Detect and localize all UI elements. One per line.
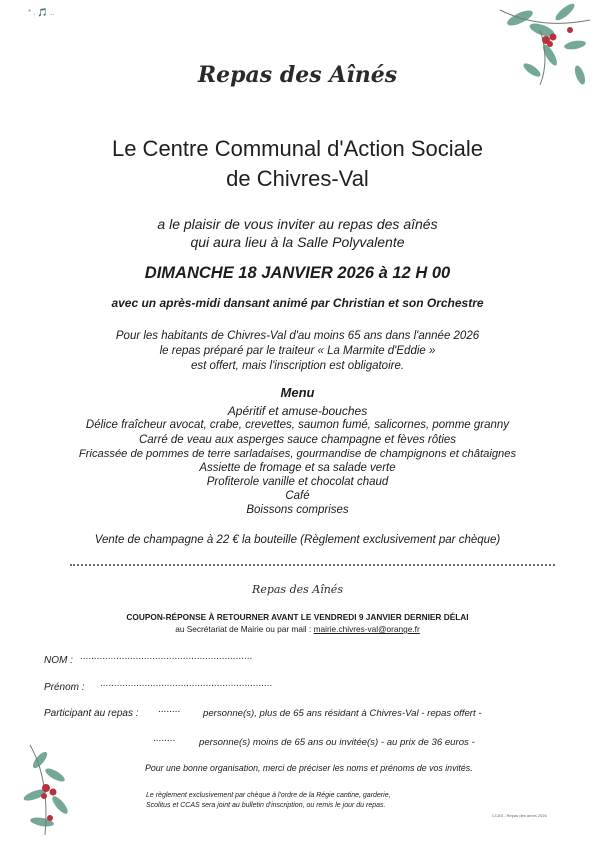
prenom-field[interactable]: .............................................................. (100, 678, 273, 689)
top-left-mark: * . 🎵 .. (28, 8, 55, 17)
reglement-line1: Le règlement exclusivement par chèque à l'ordre de la Régie cantine, garderie, (146, 792, 391, 799)
participant-text-2: personne(s) moins de 65 ans ou invitée(s) - au prix de 36 euros - (199, 737, 475, 748)
menu-item: Fricassée de pommes de terre sarladaises, gourmandise de champignons et châtaignes (78, 448, 517, 460)
coupon-deadline: COUPON-RÉPONSE À RETOURNER AVANT LE VENDREDI 9 JANVIER DERNIER DÉLAI (126, 612, 469, 622)
participant-text-1: personne(s), plus de 65 ans résidant à Chivres-Val - repas offert - (203, 708, 482, 719)
info-line2: le repas préparé par le traiteur « La Marmite d'Eddie » (159, 345, 436, 357)
participant-label: Participant au repas : (44, 708, 139, 719)
dance-line: avec un après-midi dansant animé par Christian et son Orchestre (111, 296, 484, 310)
menu-item: Apéritif et amuse-bouches (227, 404, 368, 418)
cut-line-divider (70, 564, 555, 566)
script-title: Repas des Aînés (197, 62, 398, 88)
champagne-line: Vente de champagne à 22 € la bouteille (Règlement exclusivement par chèque) (94, 534, 501, 546)
menu-item: Assiette de fromage et sa salade verte (199, 462, 396, 474)
invite-line2: qui aura lieu à la Salle Polyvalente (190, 234, 405, 250)
footer-mark: CCAS - Repas des aînés 2026 (492, 813, 547, 818)
organisation-note: Pour une bonne organisation, merci de préciser les noms et prénoms de vos invités. (145, 763, 473, 773)
holly-decoration-bottom-left-icon (20, 740, 80, 840)
coupon-address (0, 624, 595, 634)
menu-item: Délice fraîcheur avocat, crabe, crevettes, saumon fumé, salicornes, pomme granny (85, 419, 510, 431)
menu-item: Café (285, 490, 310, 502)
info-line3: est offert, mais l'inscription est obligatoire. (190, 360, 405, 372)
participant-count-field-2[interactable]: ........ (153, 733, 176, 744)
org-title-line2: de Chivres-Val (226, 166, 369, 191)
reglement-line2: Scolitus et CCAS sera joint au bulletin d'inscription, ou remis le jour du repas. (146, 802, 386, 809)
org-title-line1: Le Centre Communal d'Action Sociale (111, 136, 484, 161)
menu-title: Menu (280, 385, 315, 400)
info-line1: Pour les habitants de Chivres-Val d'au moins 65 ans dans l'année 2026 (115, 330, 480, 342)
menu-item: Profiterole vanille et chocolat chaud (206, 476, 389, 488)
participant-count-field-1[interactable]: ........ (158, 704, 181, 715)
invite-line1: a le plaisir de vous inviter au repas des aînés (157, 216, 438, 232)
menu-item: Carré de veau aux asperges sauce champagne et fèves rôties (138, 434, 457, 446)
coupon-script-title: Repas des Aînés (252, 583, 343, 596)
nom-field[interactable]: .............................................................. (80, 651, 253, 662)
nom-label: NOM : (44, 655, 73, 666)
event-date: DIMANCHE 18 JANVIER 2026 à 12 H 00 (144, 264, 451, 282)
prenom-label: Prénom : (44, 682, 85, 693)
coupon-address-prefix: au Secrétariat de Mairie ou par mail : (175, 624, 314, 634)
mairie-email-link[interactable]: mairie.chivres-val@orange.fr (313, 624, 420, 634)
menu-item: Boissons comprises (246, 504, 349, 516)
